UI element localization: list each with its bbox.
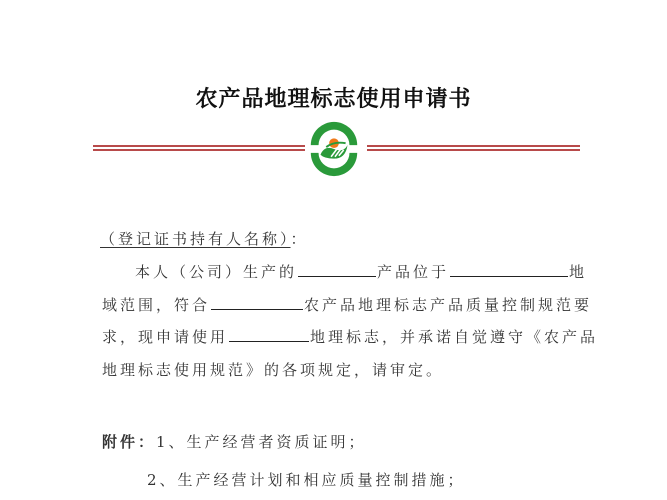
title-divider-right	[367, 145, 580, 151]
certificate-holder-label: （登记证书持有人名称）	[100, 230, 291, 248]
title-divider-left	[93, 145, 305, 151]
document-title: 农产品地理标志使用申请书	[195, 87, 472, 112]
paragraph-text: 域范围，符合	[102, 296, 211, 314]
attachment-line-2	[147, 469, 466, 490]
attachment-item: 2、生产经营计划和相应质量控制措施；	[147, 471, 466, 489]
certificate-holder-colon: ：	[290, 230, 309, 248]
paragraph-text: 农产品地理标志产品质量控制规范要	[304, 296, 593, 314]
standard-name-blank[interactable]	[211, 294, 303, 310]
paragraph-line-1	[135, 261, 587, 282]
certificate-holder-line	[100, 228, 309, 249]
paragraph-text: 求，现申请使用	[102, 328, 229, 346]
paragraph-text: 地理标志，并承诺自觉遵守《农产品	[310, 328, 599, 346]
paragraph-line-3	[102, 326, 598, 347]
paragraph-text: 产品位于	[377, 263, 450, 281]
attachments-label: 附件：	[102, 433, 157, 451]
indication-name-blank[interactable]	[229, 326, 309, 342]
attachment-line-1	[102, 431, 367, 452]
paragraph-line-2	[102, 294, 592, 315]
paragraph-text: 地	[569, 263, 588, 281]
attachment-item: 1、生产经营者资质证明；	[156, 433, 367, 451]
paragraph-line-4: 地理标志使用规范》的各项规定，请审定。	[102, 361, 445, 379]
agricultural-geographic-indication-logo-icon	[305, 120, 363, 178]
product-name-blank[interactable]	[298, 261, 376, 277]
location-blank[interactable]	[450, 261, 568, 277]
paragraph-text: 本人（公司）生产的	[135, 263, 298, 281]
